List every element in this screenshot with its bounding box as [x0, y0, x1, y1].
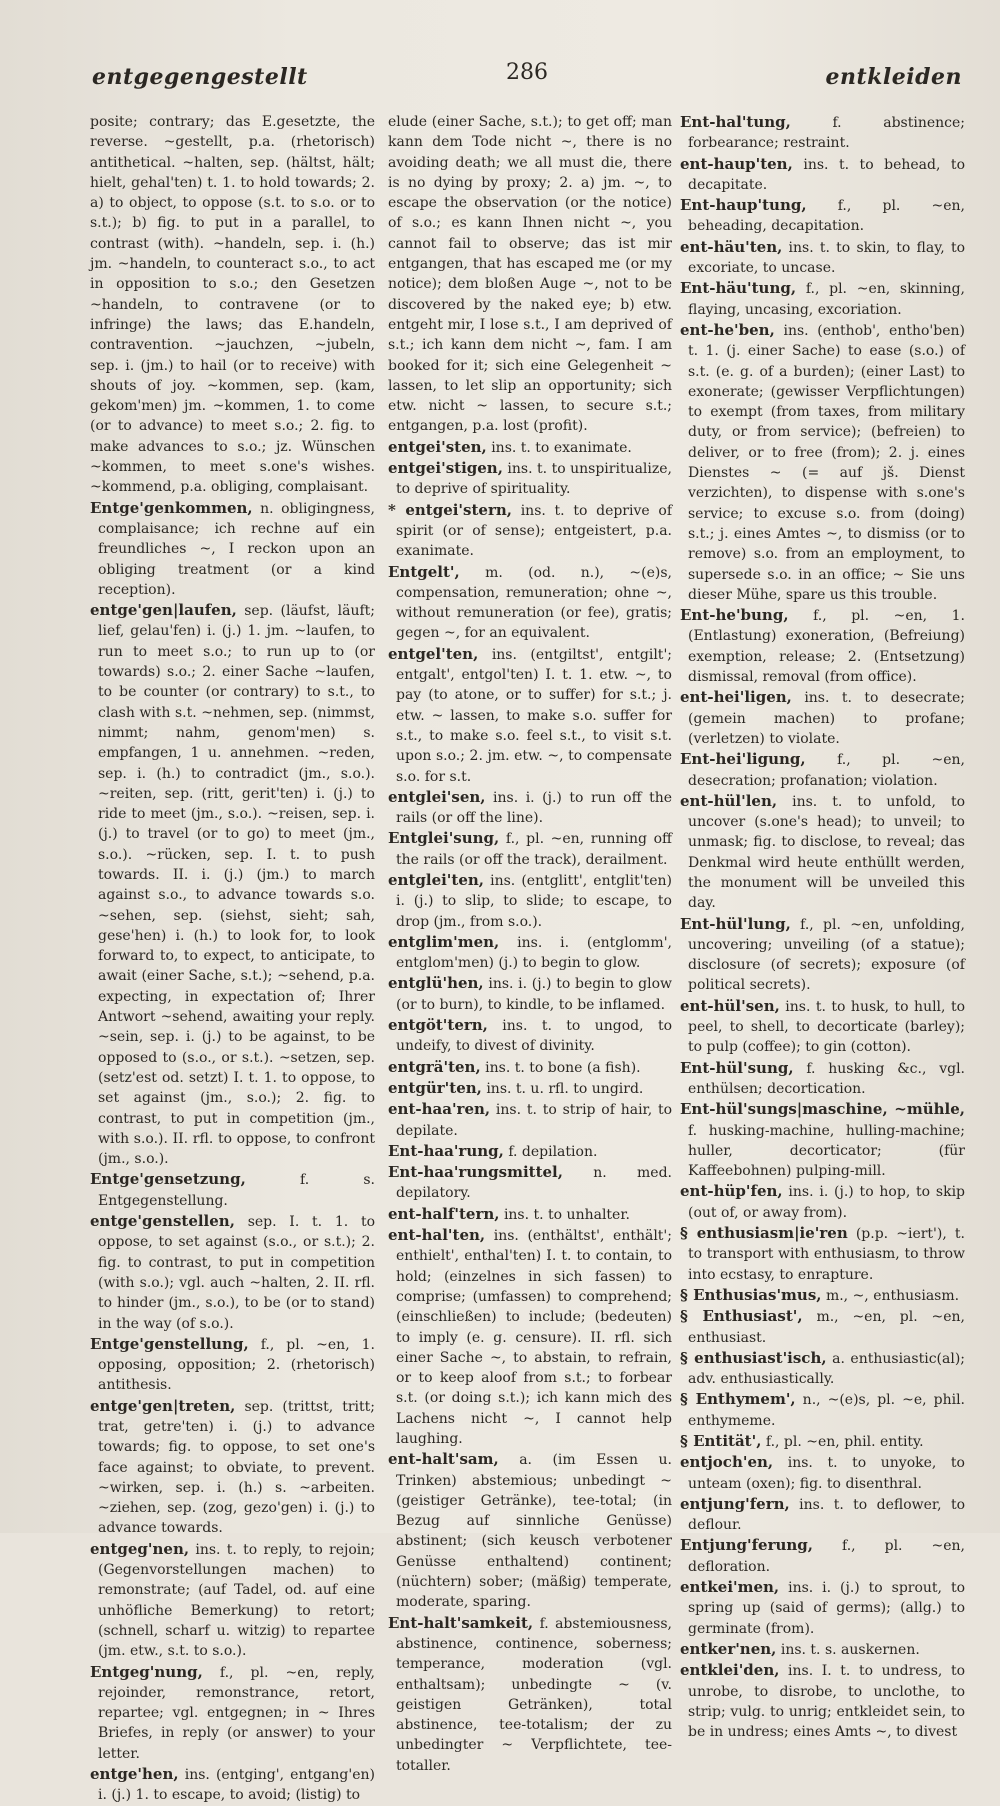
entry-definition: ins. i. (j.) to sprout, to spring up (said of germs); (allg.) to germinate (from). — [688, 1580, 965, 1637]
entry-definition: ins. t. to deprive of spirit (or of sense); entgeistert, p.a. exanimate. — [396, 502, 672, 560]
entry-definition: ins. i. (j.) to hop, to skip (out of, or away from). — [688, 1184, 966, 1221]
dictionary-entry — [680, 1181, 965, 1223]
dictionary-entry — [90, 1662, 375, 1764]
entry-definition: a. (im Essen u. Trinken) abstemious; unbedingt ~ (geistiger Getränke), tee-total; (in Bezug auf sinnliche Genüsse) abstinent; (sich keusch verbotener Genüsse enthaltend) continent; (nüchtern) sober; (mäßig) temperate, moderate, sparing. — [396, 1452, 672, 1611]
entry-definition: f., pl. ~en, 1. opposing, opposition; 2. (rhetorisch) antithesis. — [98, 1336, 376, 1394]
entry-definition: m., ~en, pl. ~en, enthusiast. — [688, 1309, 965, 1346]
entry-headword: Entglei'sung, — [388, 829, 500, 848]
entry-definition: n. obligingness, complaisance; ich rechne auf ein freundliches ~, I reckon upon an obliging treatment (or a kind reception). — [98, 500, 375, 598]
entry-headword: ent-häu'ten, — [680, 237, 783, 256]
entry-definition: ins. t. u. rfl. to ungird. — [486, 1080, 644, 1097]
dictionary-entry — [388, 644, 672, 787]
dictionary-entry — [388, 1204, 672, 1225]
entry-headword: ent-half'tern, — [388, 1204, 500, 1223]
right-running-headword: entkleiden — [825, 64, 962, 90]
entry-headword: entjung'fern, — [680, 1494, 790, 1513]
entry-headword: Ent-hül'lung, — [680, 914, 791, 933]
entry-definition: m., ~, enthusiasm. — [825, 1287, 960, 1304]
entry-definition: f., pl. ~en, skinning, flaying, uncasing, excoriation. — [688, 281, 966, 318]
entry-definition: ins. t. to skin, to flay, to excoriate, to uncase. — [688, 239, 965, 277]
column-right — [680, 112, 966, 1741]
entry-headword: ent-halt'sam, — [388, 1450, 499, 1469]
dictionary-entry — [388, 973, 672, 1015]
dictionary-entry — [388, 932, 672, 974]
entry-definition: sep. (läufst, läuft; lief, gelau'fen) i. (j.) 1. jm. ~laufen, to run to meet s.o.; to run up to (or towards) s.o.; 2. einer Sache ~laufen, to be counter (or contrary) to s.t., to clash with s.t. ~nehmen, sep. (nimmst, nimmt; nahm, genom'men) s. empfangen, 1 u. annehmen. ~reden, sep. i. (h.) to contradict (jm., s.o.). ~reiten, sep. (ritt, gerit'ten) i. (j.) to ride to meet (jm., s.o.). ~reisen, sep. i. (j.) to travel (or to go) to meet (jm., s.o.). ~rücken, sep. I. t. to push towards. II. i. (j.) (jm.) to march against s.o., to advance towards s.o. ~sehen, sep. (siehst, sieht; sah, gese'hen) i. (h.) to look for, to look forward to, to expect, to anticipate, to await (einer Sache, s.t.); ~sehend, p.a. expecting, in expectation of; Ihrer Antwort ~sehend, awaiting your reply. ~sein, sep. i. (j.) to be against, to be opposed to (s.o., or s.t.). ~setzen, sep. (setz'est od. setzt) I. t. 1. to oppose, to set against (jm., s.o.); 2. fig. to contrast, to put in competition (jm., with s.o.). II. rfl. to oppose, to confront (jm., s.o.). — [98, 603, 375, 1168]
entry-definition: f. abstemiousness, abstinence, continence, soberness; temperance, moderation (vgl. enthaltsam); unbedingte ~ (v. geistigen Getränken), total abstinence, tee-totalism; der zu unbedingter ~ Verpflichtete, tee-totaller. — [396, 1615, 672, 1774]
dictionary-entry — [388, 562, 672, 644]
dictionary-entry — [680, 996, 965, 1058]
entry-headword: entklei'den, — [680, 1661, 780, 1680]
dictionary-entry — [680, 1577, 965, 1639]
dictionary-entry — [388, 112, 672, 437]
entry-definition: ins. t. to unspiritualize, to deprive of spirituality. — [396, 461, 672, 498]
dictionary-entry — [388, 1099, 672, 1141]
entry-definition: ins. t. to behead, to decapitate. — [688, 156, 965, 193]
entry-headword: ent-hei'ligen, — [680, 688, 792, 707]
dictionary-entry — [680, 1431, 965, 1452]
entry-definition: ins. (entgiltst', entgilt'; entgalt', entgol'ten) I. t. 1. etw. ~, to pay (to atone, or to suffer) for s.t.; j. etw. ~ lassen, to make s.o. suffer for s.t., to make s.o. feel s.t., to visit s.t. upon s.o.; 2. jm. etw. ~, to compensate s.o. for s.t. — [396, 646, 673, 785]
entry-headword: Ent-hül'sungs|maschine, ~mühle, — [680, 1100, 965, 1119]
column-middle — [388, 112, 673, 1774]
dictionary-entry — [90, 112, 375, 498]
entry-headword: Ent-haup'tung, — [680, 196, 807, 215]
dictionary-entry — [680, 1535, 965, 1577]
entry-headword: ent-hül'len, — [680, 791, 778, 810]
dictionary-entry — [90, 600, 375, 1169]
entry-definition: ins. t. to husk, to hull, to peel, to shell, to decorticate (barley); to pulp (coffee); to gin (cotton). — [688, 998, 965, 1056]
entry-definition: ins. i. (j.) to run off the rails (or off the line). — [396, 789, 673, 827]
entry-definition: f., pl. ~en, unfolding, uncovering; unveiling (of a statue); disclosure (of secrets); exposure (of political secrets). — [688, 916, 966, 994]
entry-headword: entgel'ten, — [388, 644, 479, 663]
entry-definition: elude (einer Sache, s.t.); to get off; man kann dem Tode nicht ~, there is no avoiding death; we all must die, there is no dying by proxy; 2. a) jm. ~, to escape the observation (or the notice) of s.o.; es kann Ihnen nicht ~, you cannot fail to observe; das ist mir entgangen, that has escaped me (or my notice); dem bloßen Auge ~, not to be discovered by the naked eye; b) etw. entgeht mir, I lose s.t., I am deprived of s.t.; ich kann dem nicht ~, fam. I am booked for it; sich eine Gelegenheit ~ lassen, to let slip an opportunity; sich etw. nicht ~ lassen, to secure s.t.; entgangen, p.a. lost (profit). — [388, 114, 672, 435]
entry-headword: Ent-häu'tung, — [680, 279, 797, 298]
entry-definition: ins. (entglitt', entglit'ten) i. (j.) to slip, to slide; to escape, to drop (jm., from s.o.). — [396, 872, 672, 930]
dictionary-entry — [680, 1660, 965, 1742]
dictionary-entry — [90, 498, 375, 600]
dictionary-entry — [90, 1334, 375, 1396]
entry-headword: § Enthusias'mus, — [680, 1285, 822, 1304]
entry-headword: entgei'sten, — [388, 437, 487, 456]
entry-headword: ent-hül'sen, — [680, 996, 780, 1015]
entry-headword: Entge'genstellung, — [90, 1334, 249, 1353]
entry-headword: § enthusiast'isch, — [680, 1348, 827, 1367]
entry-headword: entgöt'tern, — [388, 1016, 488, 1035]
dictionary-entry — [90, 1211, 375, 1334]
entry-definition: ins. t. to bone (a fish). — [485, 1059, 641, 1076]
entry-definition: ins. i. (j.) to begin to glow (or to burn), to kindle, to be inflamed. — [396, 976, 672, 1013]
dictionary-entry — [680, 1389, 965, 1431]
entry-definition: sep. I. t. 1. to oppose, to set against (s.o., or s.t.); 2. fig. to contrast, to put in competition (with s.o.); vgl. auch ~halten, 2. II. rfl. to hinder (jm., s.o.), to be (or to stand) in the way (of s.o.). — [98, 1214, 376, 1332]
dictionary-entry — [680, 687, 965, 749]
dictionary-entry — [388, 828, 672, 870]
dictionary-entry — [388, 1162, 672, 1204]
dictionary-entry — [680, 1639, 965, 1660]
entry-definition: ins. t. to reply, to rejoin; (Gegenvorstellungen machen) to remonstrate; (auf Tadel, od. auf eine unhöfliche Bemerkung) to retort; (schnell, scharf u. witzig) to repartee (jm. etw., s.t. to s.o.). — [98, 1541, 375, 1660]
dictionary-entry — [388, 1613, 672, 1776]
entry-headword: entge'hen, — [90, 1765, 179, 1784]
entry-headword: Entjung'ferung, — [680, 1536, 814, 1555]
entry-definition: f., pl. ~en, beheading, decapitation. — [688, 198, 966, 235]
dictionary-entry — [388, 1078, 672, 1099]
dictionary-entry — [90, 1539, 375, 1662]
dictionary-entry — [680, 1223, 965, 1285]
entry-definition: ins. t. to ungod, to undeify, to divest of divinity. — [396, 1018, 672, 1055]
dictionary-entry — [680, 195, 965, 237]
entry-definition: f., pl. ~en, running off the rails (or off the track), derailment. — [396, 831, 672, 868]
entry-definition: f. husking-machine, hulling-machine; huller, decorticator; (für Kaffeebohnen) pulping-mill. — [688, 1122, 965, 1180]
entry-definition: ins. i. (entglomm', entglom'men) (j.) to begin to glow. — [396, 934, 672, 972]
entry-headword: entgür'ten, — [388, 1078, 482, 1097]
entry-definition: m. (od. n.), ~(e)s, compensation, remuneration; ohne ~, without remuneration (or fee), gratis; gegen ~, for an equivalent. — [396, 564, 672, 642]
entry-headword: ent-haup'ten, — [680, 154, 793, 173]
entry-headword: Ent-hül'sung, — [680, 1058, 794, 1077]
entry-headword: Ent-haa'rungsmittel, — [388, 1163, 563, 1182]
dictionary-entry — [680, 605, 965, 687]
entry-definition: ins. I. t. to undress, to unrobe, to disrobe, to unclothe, to strip; vulg. to unrig; entkleidet sein, to be in undress; eines Amts ~, to divest — [688, 1663, 965, 1741]
dictionary-entry — [388, 1057, 672, 1078]
entry-headword: entkei'men, — [680, 1578, 780, 1597]
entry-headword: Ent-hal'tung, — [680, 113, 791, 131]
entry-headword: entglü'hen, — [388, 974, 484, 993]
dictionary-entry — [90, 1396, 375, 1539]
entry-headword: Ent-hei'ligung, — [680, 750, 806, 769]
entry-definition: ins. t. to unfold, to uncover (s.one's head); to unveil; to unmask; fig. to disclose, to reveal; das Denkmal wird heute enthüllt werden, the monument will be unveiled this day. — [688, 793, 965, 912]
entry-headword: entge'genstellen, — [90, 1212, 235, 1231]
dictionary-entry — [680, 749, 965, 791]
entry-headword: entjoch'en, — [680, 1453, 774, 1472]
entry-definition: f., pl. ~en, desecration; profanation; violation. — [688, 752, 965, 789]
dictionary-entry — [680, 320, 965, 605]
entry-headword: ent-hüp'fen, — [680, 1182, 783, 1201]
dictionary-entry — [680, 1099, 965, 1181]
entry-headword: Entgeg'nung, — [90, 1662, 203, 1681]
entry-headword: entker'nen, — [680, 1639, 777, 1658]
dictionary-entry — [388, 458, 672, 500]
dictionary-entry — [388, 1225, 672, 1449]
dictionary-entry — [388, 437, 672, 458]
dictionary-entry — [680, 791, 965, 914]
entry-definition: ins. t. to deflower, to deflour. — [688, 1496, 965, 1534]
entry-definition: ins. t. to desecrate; (gemein machen) to profane; (verletzen) to violate. — [688, 690, 965, 747]
dictionary-entry — [90, 1764, 375, 1806]
entry-headword: entgeg'nen, — [90, 1539, 190, 1558]
entry-headword: § Enthymem', — [680, 1390, 796, 1409]
dictionary-entry — [680, 914, 965, 996]
dictionary-entry — [388, 500, 672, 562]
entry-definition: ins. t. to strip of hair, to depilate. — [396, 1102, 672, 1139]
dictionary-entry — [388, 870, 672, 932]
dictionary-entry — [388, 1015, 672, 1057]
entry-definition: f. husking &c., vgl. enthülsen; decortication. — [688, 1060, 965, 1097]
page-number: 286 — [506, 60, 548, 85]
entry-headword: Ent-he'bung, — [680, 606, 789, 625]
entry-headword: entgei'stigen, — [388, 459, 503, 478]
entry-headword: ent-he'ben, — [680, 320, 775, 339]
dictionary-entry — [388, 1141, 672, 1162]
left-running-headword: entgegengestellt — [92, 64, 308, 90]
dictionary-entry — [680, 1306, 965, 1348]
entry-definition: ins. (enthältst', enthält'; enthielt', enthal'ten) I. t. to contain, to hold; (einzelnes in sich fassen) to comprise; (umfassen) to comprehend; (einschließen) to include; (bedeuten) to imply (e. g. censure). II. rfl. sich einer Sache ~, to abstain, to refrain, or to keep aloof from s.t.; to forbear s.t. (or doing s.t.); ich kann mich des Lachens nicht ~, I cannot help laughing. — [396, 1228, 672, 1447]
entry-definition: f. abstinence; forbearance; restraint. — [688, 115, 965, 152]
entry-headword: * entgei'stern, — [388, 500, 512, 519]
entry-definition: ins. t. s. auskernen. — [780, 1641, 920, 1658]
entry-definition: n. med. depilatory. — [396, 1165, 672, 1202]
entry-definition: ins. (entging', entgang'en) i. (j.) 1. to escape, to avoid; (listig) to — [98, 1767, 376, 1804]
entry-definition: f., pl. ~en, 1. (Entlastung) exoneration, (Befreiung) exemption, release; 2. (Entsetzung) dismissal, removal (from office). — [688, 608, 966, 686]
dictionary-entry — [388, 1449, 672, 1612]
entry-headword: Ent-haa'rung, — [388, 1141, 504, 1160]
dictionary-entry — [680, 1058, 965, 1100]
entry-headword: § Entität', — [680, 1432, 762, 1450]
entry-definition: f. s. Entgegenstellung. — [98, 1172, 375, 1209]
dictionary-entry — [90, 1169, 375, 1211]
entry-headword: Ent-halt'samkeit, — [388, 1613, 534, 1632]
entry-headword: entglei'ten, — [388, 870, 484, 889]
dictionary-entry — [680, 237, 965, 279]
entry-headword: ent-haa'ren, — [388, 1100, 491, 1119]
entry-definition: posite; contrary; das E.gesetzte, the reverse. ~gestellt, p.a. (rhetorisch) antithetical. ~halten, sep. (hältst, hält; hielt, gehal'ten) t. 1. to hold towards; 2. a) to object, to oppose (s.t. to s.o. or to s.t.); b) fig. to put in a parallel, to contrast (with). ~handeln, sep. i. (h.) jm. ~handeln, to counteract s.o., to act in opposition to s.o.; den Gesetzen ~handeln, to contravene (or to infringe) the laws; das E.handeln, contravention. ~jauchzen, ~jubeln, sep. i. (jm.) to hail (or to receive) with shouts of joy. ~kommen, sep. (kam, gekom'men) jm. ~kommen, 1. to come (or to advance) to meet s.o.; 2. fig. to make advances to s.o.; jz. Wünschen ~kommen, to meet s.one's wishes. ~kommend, p.a. obliging, complaisant. — [90, 114, 375, 496]
entry-definition: f., pl. ~en, phil. entity. — [765, 1434, 924, 1450]
entry-definition: ins. t. to unhalter. — [503, 1206, 630, 1223]
entry-headword: entge'gen|treten, — [90, 1396, 236, 1415]
entry-definition: sep. (trittst, tritt; trat, getre'ten) i. (j.) to advance towards; fig. to oppose, to set one's face against; to obviate, to prevent. ~wirken, sep. i. (h.) s. ~arbeiten. ~ziehen, sep. (zog, gezo'gen) i. (j.) to advance towards. — [98, 1398, 375, 1537]
entry-headword: Entgelt', — [388, 562, 460, 581]
entry-definition: (p.p. ~iert'), t. to transport with enthusiasm, to throw into ecstasy, to enrapture. — [688, 1226, 965, 1283]
dictionary-entry — [680, 1494, 965, 1536]
entry-headword: § Enthusiast', — [680, 1307, 803, 1326]
entry-definition: n., ~(e)s, pl. ~e, phil. enthymeme. — [688, 1392, 966, 1429]
entry-headword: entge'gen|laufen, — [90, 601, 237, 620]
dictionary-entry — [680, 1452, 965, 1494]
entry-definition: a. enthusiastic(al); adv. enthusiastically. — [688, 1350, 965, 1388]
entry-headword: ent-hal'ten, — [388, 1226, 486, 1245]
entry-definition: ins. t. to unyoke, to unteam (oxen); fig. to disenthral. — [688, 1455, 965, 1492]
entry-headword: entglei'sen, — [388, 787, 486, 806]
dictionary-entry — [680, 112, 965, 154]
dictionary-entry — [680, 154, 965, 196]
dictionary-entry — [680, 1285, 965, 1306]
entry-headword: entgrä'ten, — [388, 1057, 481, 1076]
entry-definition: ins. (enthob', entho'ben) t. 1. (j. einer Sache) to ease (s.o.) of s.t. (e. g. of a burden); (einer Last) to exonerate; (gewisser Verpflichtungen) to exempt (from taxes, from military duty, or from service); (befreien) to deliver, or to free (from); 2. j. eines Dienstes ~ (= auf jš. Dienst verzichten), to dispense with s.one's service; to excuse s.o. from (doing) s.t.; j. eines Amtes ~, to dismiss (or to remove) s.o. from an employment, to supersede s.o. in an office; ~ Sie uns dieser Mühe, spare us this trouble. — [688, 322, 965, 603]
entry-definition: f. depilation. — [508, 1143, 598, 1160]
entry-headword: entglim'men, — [388, 932, 500, 951]
dictionary-entry — [680, 278, 965, 320]
entry-headword: Entge'gensetzung, — [90, 1170, 246, 1189]
entry-headword: Entge'genkommen, — [90, 498, 253, 517]
entry-definition: f., pl. ~en, reply, rejoinder, remonstrance, retort, repartee; vgl. entgegnen; in ~ Ihres Briefes, in reply (or answer) to your letter. — [98, 1664, 375, 1762]
running-header — [92, 58, 962, 98]
dictionary-entry — [680, 1348, 965, 1390]
entry-headword: § enthusiasm|ie'ren — [680, 1224, 848, 1243]
entry-definition: f., pl. ~en, defloration. — [688, 1538, 966, 1575]
entry-definition: ins. t. to exanimate. — [491, 439, 632, 456]
dictionary-entry — [388, 787, 672, 829]
column-left — [90, 112, 376, 1804]
